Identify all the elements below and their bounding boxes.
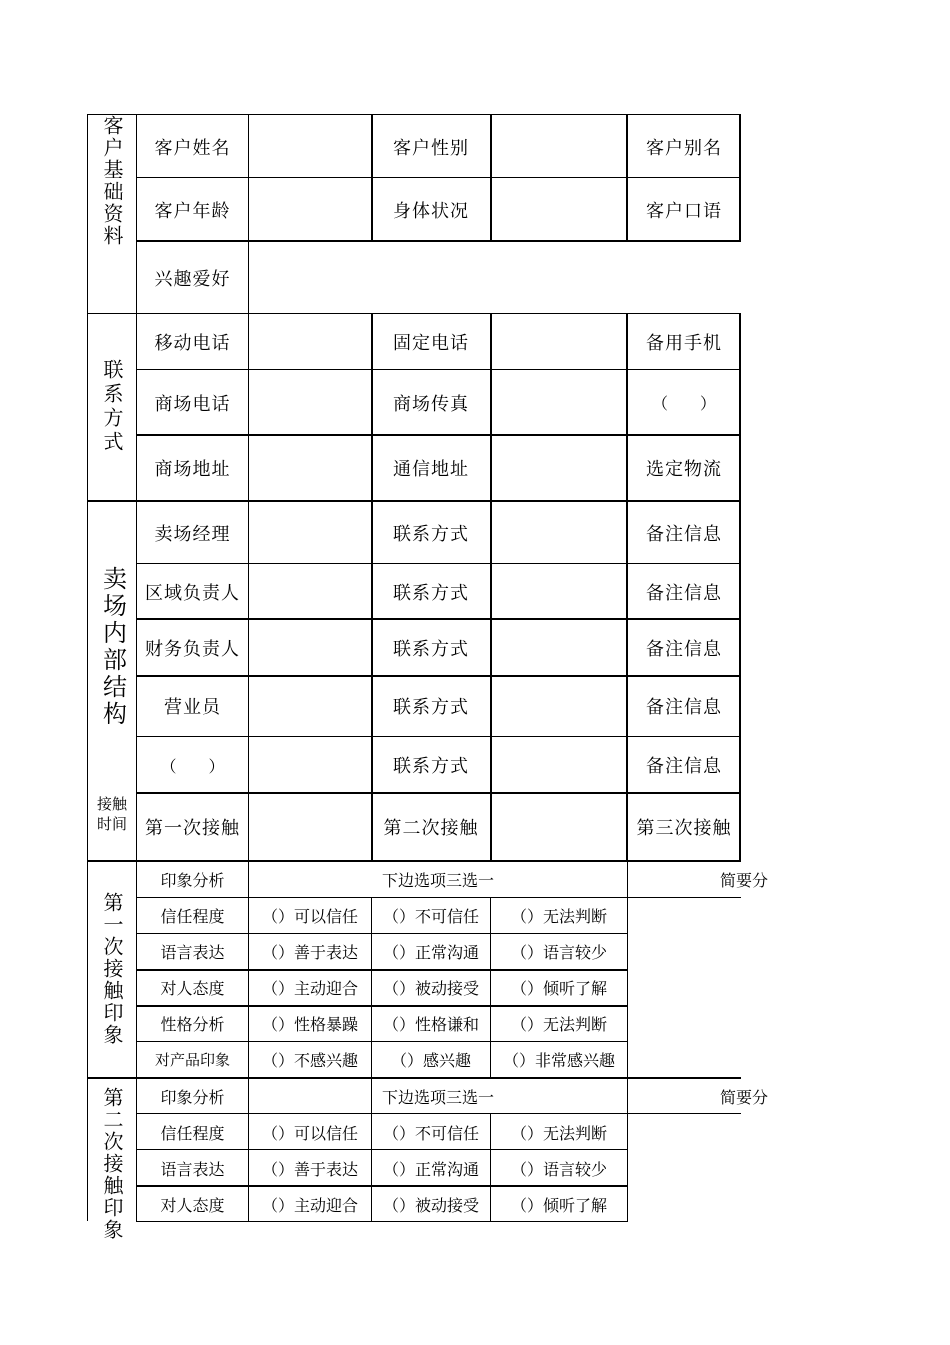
field-contact-method[interactable]: [491, 565, 627, 619]
field-contact-method[interactable]: [491, 620, 627, 675]
label-impression-analysis: 印象分析: [160, 1088, 225, 1107]
field-mall-phone[interactable]: [249, 370, 371, 435]
option-very-interested[interactable]: （）非常感兴趣: [502, 1051, 615, 1070]
label-health-status: 身体状况: [393, 201, 469, 222]
label-brief-summary: 简要分: [719, 871, 768, 890]
label-notes: 备注信息: [646, 638, 722, 660]
label-mailing-address: 通信地址: [393, 459, 469, 480]
option-trustworthy[interactable]: （）可以信任: [261, 1124, 358, 1143]
label-second-contact: 第二次接触: [383, 818, 479, 839]
option-untrustworthy[interactable]: （）不可信任: [382, 1124, 479, 1143]
table-border: [136, 933, 627, 934]
table-border: [87, 114, 741, 115]
section-label-second-impression: 第二次接触印象: [100, 1087, 124, 1241]
label-area-manager: 区域负责人: [145, 583, 240, 604]
label-mobile-phone: 移动电话: [154, 332, 231, 354]
label-notes: 备注信息: [646, 583, 722, 604]
label-impression-analysis: 印象分析: [160, 871, 225, 890]
field-landline[interactable]: [491, 314, 627, 369]
label-mall-phone: 商场电话: [154, 393, 231, 415]
field-contact-method[interactable]: [491, 501, 627, 564]
option-cannot-judge[interactable]: （）无法判断: [510, 1015, 607, 1034]
label-notes: 备注信息: [646, 523, 722, 545]
field-contact-method[interactable]: [491, 676, 627, 736]
option-listening[interactable]: （）倾听了解: [510, 1196, 607, 1215]
label-mall-address: 商场地址: [154, 459, 231, 480]
instruction-choose-one: 下边选项三选一: [381, 871, 494, 890]
label-contact-method: 联系方式: [393, 697, 469, 718]
label-trust-level: 信任程度: [160, 1124, 225, 1143]
field-mailing-address[interactable]: [491, 436, 627, 500]
option-interested[interactable]: （）感兴趣: [390, 1051, 471, 1070]
table-border: [136, 1113, 741, 1114]
section-label-internal: 卖场内部结构: [98, 566, 127, 728]
table-border: [136, 240, 741, 242]
label-customer-age: 客户年龄: [154, 201, 231, 222]
field-salesperson[interactable]: [249, 676, 371, 736]
label-contact-method: 联系方式: [393, 523, 469, 545]
label-customer-alias: 客户别名: [646, 137, 722, 159]
table-border: [490, 114, 492, 242]
table-border: [490, 1114, 491, 1222]
table-border: [136, 1185, 627, 1187]
label-customer-dialect: 客户口语: [646, 201, 722, 222]
label-hobbies: 兴趣爱好: [154, 268, 231, 290]
label-attitude: 对人态度: [160, 1196, 225, 1215]
label-verbal-expression: 语言表达: [160, 1160, 225, 1179]
table-border: [136, 434, 741, 436]
label-customer-gender: 客户性别: [393, 137, 469, 159]
option-normal-communication[interactable]: （）正常沟通: [382, 1160, 479, 1179]
label-product-impression: 对产品印象: [154, 1051, 230, 1069]
label-personality: 性格分析: [160, 1015, 225, 1034]
option-cannot-judge[interactable]: （）无法判断: [510, 907, 607, 926]
label-contact-method: 联系方式: [393, 583, 469, 604]
label-trust-level: 信任程度: [160, 907, 225, 926]
option-passive[interactable]: （）被动接受: [382, 1196, 479, 1215]
field-customer-name[interactable]: [249, 115, 371, 178]
label-brief-summary: 简要分: [719, 1088, 768, 1107]
table-border: [136, 177, 741, 178]
field-mall-fax[interactable]: [491, 370, 627, 435]
label-mall-fax: 商场传真: [393, 393, 469, 415]
table-border: [136, 563, 741, 564]
table-border: [136, 1149, 627, 1150]
label-landline: 固定电话: [393, 332, 469, 354]
label-finance-manager: 财务负责人: [145, 638, 240, 660]
field-customer-gender[interactable]: [491, 115, 627, 178]
table-border: [136, 1221, 627, 1222]
label-first-contact: 第一次接触: [145, 818, 240, 839]
option-untrustworthy[interactable]: （）不可信任: [382, 907, 479, 926]
field-store-manager[interactable]: [249, 501, 371, 564]
table-border: [87, 313, 741, 314]
option-listening[interactable]: （）倾听了解: [510, 979, 607, 998]
table-border: [136, 969, 627, 971]
option-cannot-judge[interactable]: （）无法判断: [510, 1124, 607, 1143]
field-second-contact[interactable]: [491, 794, 627, 860]
instruction-choose-one: 下边选项三选一: [381, 1088, 494, 1107]
table-border: [136, 897, 741, 898]
table-border: [136, 114, 137, 1222]
table-border: [136, 618, 741, 620]
table-border: [371, 313, 373, 861]
option-short-tempered[interactable]: （）性格暴躁: [261, 1015, 358, 1034]
table-border: [87, 860, 741, 862]
label-notes: 备注信息: [646, 756, 722, 777]
table-border: [739, 114, 741, 242]
table-border: [626, 313, 628, 861]
table-border: [627, 861, 628, 1222]
table-border: [136, 792, 741, 794]
option-not-interested[interactable]: （）不感兴趣: [261, 1051, 358, 1070]
label-backup-mobile: 备用手机: [646, 332, 722, 354]
table-border: [490, 897, 491, 1078]
label-customer-name: 客户姓名: [154, 137, 231, 159]
field-health-status[interactable]: [491, 179, 627, 241]
field-contact-method[interactable]: [491, 737, 627, 793]
option-trustworthy[interactable]: （）可以信任: [261, 907, 358, 926]
table-border: [136, 736, 741, 737]
field-custom-role[interactable]: [249, 737, 371, 793]
section-label-basic: 客户基础资料: [100, 115, 124, 247]
label-attitude: 对人态度: [160, 979, 225, 998]
table-border: [87, 1077, 741, 1079]
table-border: [136, 675, 741, 677]
label-custom-blank: （ ）: [160, 756, 225, 776]
label-verbal-expression: 语言表达: [160, 943, 225, 962]
label-notes: 备注信息: [646, 697, 722, 718]
option-modest[interactable]: （）性格谦和: [382, 1015, 479, 1034]
label-third-contact: 第三次接触: [636, 818, 732, 839]
section-label-contact-time: 接触时间: [96, 795, 127, 833]
field-first-contact[interactable]: [249, 794, 371, 860]
section-label-first-impression: 第一次接触印象: [100, 892, 124, 1046]
option-passive[interactable]: （）被动接受: [382, 979, 479, 998]
section-label-contact: 联系方式: [100, 359, 124, 455]
table-border: [248, 114, 249, 1222]
option-few-words[interactable]: （）语言较少: [510, 943, 607, 962]
table-border: [136, 369, 741, 370]
label-contact-method: 联系方式: [393, 638, 469, 660]
table-border: [371, 114, 373, 242]
field-hobbies[interactable]: [249, 242, 740, 313]
option-few-words[interactable]: （）语言较少: [510, 1160, 607, 1179]
option-proactive[interactable]: （）主动迎合: [261, 979, 358, 998]
field-finance-manager[interactable]: [249, 620, 371, 675]
field-mobile-phone[interactable]: [249, 314, 371, 369]
label-contact-method: 联系方式: [393, 756, 469, 777]
table-border: [136, 1041, 627, 1042]
option-articulate[interactable]: （）善于表达: [261, 1160, 358, 1179]
table-border: [87, 500, 741, 502]
option-normal-communication[interactable]: （）正常沟通: [382, 943, 479, 962]
table-border: [371, 1114, 372, 1222]
option-proactive[interactable]: （）主动迎合: [261, 1196, 358, 1215]
table-border: [626, 114, 628, 242]
table-border: [739, 313, 741, 861]
field-customer-age[interactable]: [249, 179, 371, 241]
label-chosen-logistics: 选定物流: [646, 459, 722, 480]
field-area-manager[interactable]: [249, 565, 371, 619]
table-border: [136, 1005, 627, 1007]
table-border: [87, 114, 88, 1221]
option-articulate[interactable]: （）善于表达: [261, 943, 358, 962]
label-custom-blank: （ ）: [651, 394, 716, 413]
label-store-manager: 卖场经理: [154, 523, 231, 545]
table-border: [490, 313, 492, 861]
field-mall-address[interactable]: [249, 436, 371, 500]
label-salesperson: 营业员: [164, 697, 221, 718]
